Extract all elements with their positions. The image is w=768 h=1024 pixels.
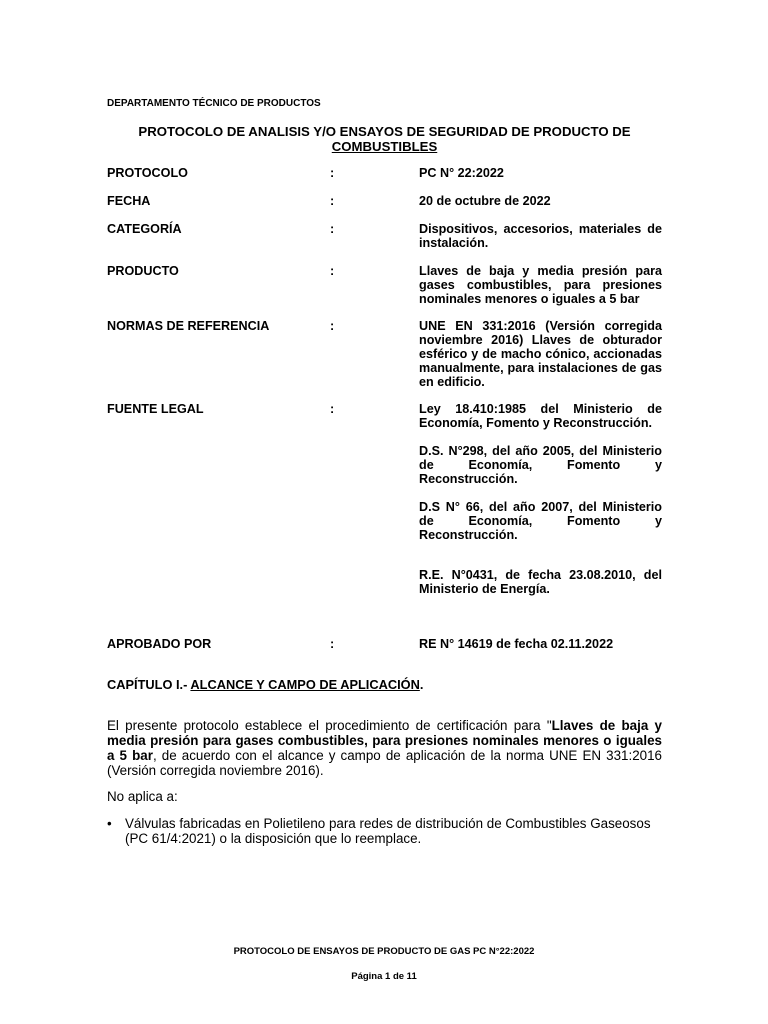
chapter-prefix: CAPÍTULO I.- <box>107 677 191 692</box>
bullet-icon: • <box>107 816 112 831</box>
title-line-2: COMBUSTIBLES <box>331 139 438 154</box>
field-label: CATEGORÍA <box>107 222 182 236</box>
intro-paragraph <box>107 718 662 778</box>
field-label: APROBADO POR <box>107 637 212 651</box>
field-colon: : <box>330 166 335 180</box>
para-text: , de acuerdo con el alcance y campo de aplicación de la norma UNE EN 331:2016 (Versión corregida noviembre 2016). <box>107 748 662 778</box>
field-value: PC N° 22:2022 <box>419 166 504 180</box>
field-value: Dispositivos, accesorios, materiales de instalación. <box>419 222 662 250</box>
title-line-1: PROTOCOLO DE ANALISIS Y/O ENSAYOS DE SEGURIDAD DE PRODUCTO DE <box>138 124 631 139</box>
field-label: NORMAS DE REFERENCIA <box>107 319 270 333</box>
fuente-item: R.E. N°0431, de fecha 23.08.2010, del Ministerio de Energía. <box>419 568 662 596</box>
field-colon: : <box>330 264 335 278</box>
no-aplica-label: No aplica a: <box>107 789 178 804</box>
field-value: 20 de octubre de 2022 <box>419 194 551 208</box>
fuente-item: Ley 18.410:1985 del Ministerio de Economía, Fomento y Reconstrucción. <box>419 402 662 430</box>
chapter-title: ALCANCE Y CAMPO DE APLICACIÓN <box>190 677 420 692</box>
field-value-list <box>419 402 662 596</box>
field-value: UNE EN 331:2016 (Versión corregida noviembre 2016) Llaves de obturador esférico y de macho cónico, accionadas manualmente, para instalaciones de gas en edificio. <box>419 319 662 389</box>
field-colon: : <box>330 637 335 651</box>
page-number: Página 1 de 11 <box>351 971 417 982</box>
field-value: Llaves de baja y media presión para gases combustibles, para presiones nominales menores o iguales a 5 bar <box>419 264 662 306</box>
list-item-text: Válvulas fabricadas en Polietileno para redes de distribución de Combustibles Gaseosos (PC 61/4:2021) o la disposición que lo reemplace. <box>125 816 651 846</box>
fuente-item: D.S. N°298, del año 2005, del Ministerio de Economía, Fomento y Reconstrucción. <box>419 444 662 486</box>
field-label: FECHA <box>107 194 151 208</box>
chapter-heading <box>107 677 423 692</box>
fuente-item: D.S N° 66, del año 2007, del Ministerio de Economía, Fomento y Reconstrucción. <box>419 500 662 542</box>
field-colon: : <box>330 194 335 208</box>
field-label: PRODUCTO <box>107 264 179 278</box>
field-label: FUENTE LEGAL <box>107 402 204 416</box>
field-label: PROTOCOLO <box>107 166 188 180</box>
field-colon: : <box>330 402 335 416</box>
field-colon: : <box>330 319 335 333</box>
document-title <box>107 124 662 154</box>
para-text: El presente protocolo establece el procedimiento de certificación para " <box>107 718 552 733</box>
department-header: DEPARTAMENTO TÉCNICO DE PRODUCTOS <box>107 98 321 109</box>
chapter-suffix: . <box>419 677 424 692</box>
field-value: RE N° 14619 de fecha 02.11.2022 <box>419 637 614 651</box>
field-colon: : <box>330 222 335 236</box>
footer-title: PROTOCOLO DE ENSAYOS DE PRODUCTO DE GAS PC N°22:2022 <box>233 946 535 957</box>
para-bold-product: Llaves de baja y media presión para gases combustibles, para presiones nominales menores o iguales a 5 bar <box>107 718 662 763</box>
